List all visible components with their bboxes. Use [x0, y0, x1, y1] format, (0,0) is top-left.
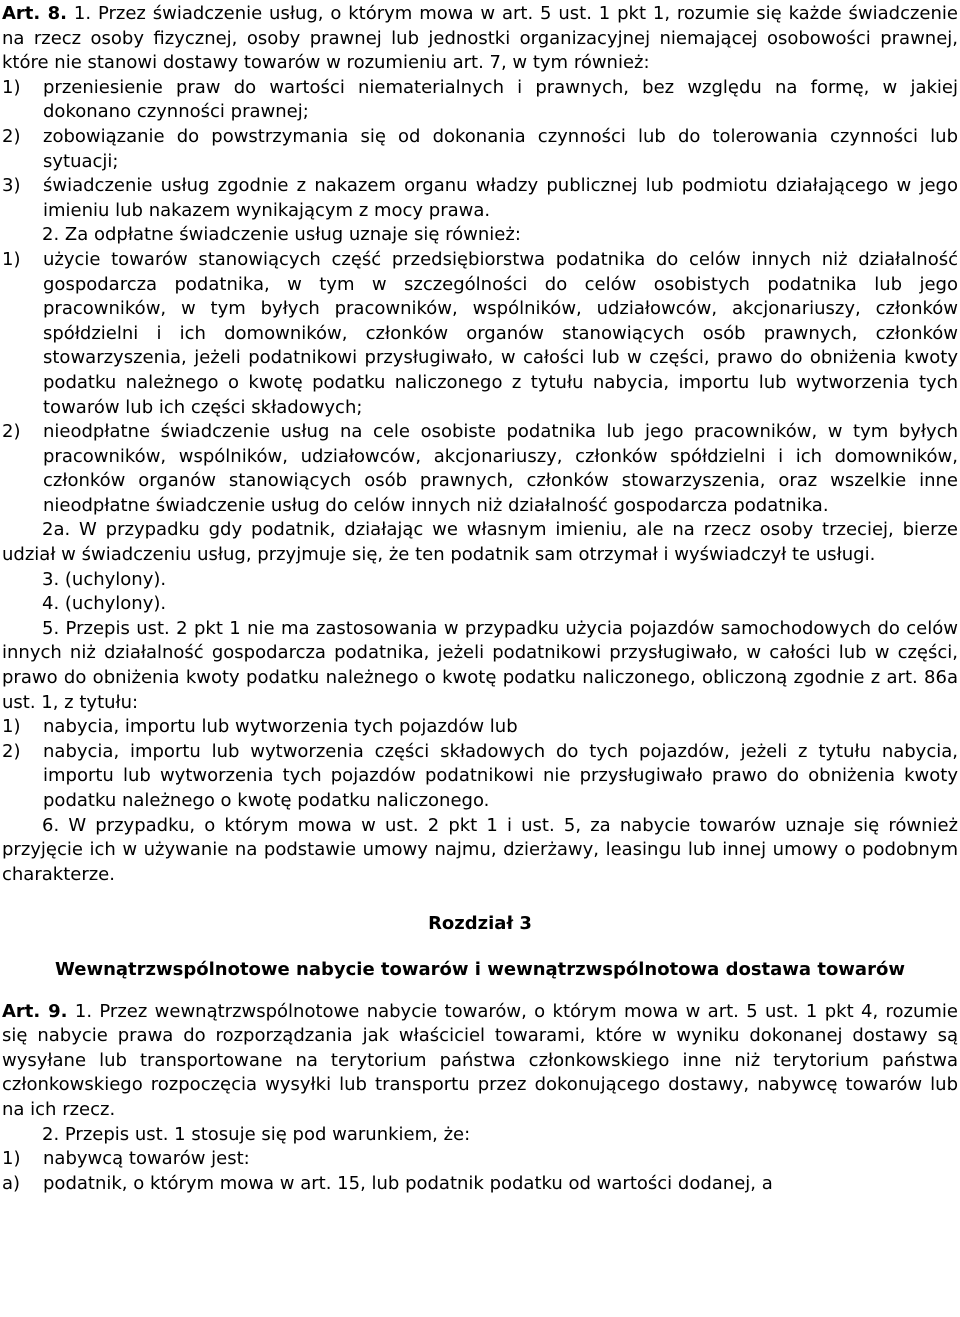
- list-item: [2, 76, 958, 125]
- sub-item-text: podatnik, o którym mowa w art. 15, lub podatnik podatku od wartości dodanej, a: [43, 1172, 773, 1194]
- item-text: nabycia, importu lub wytworzenia tych pojazdów lub: [43, 716, 518, 738]
- list-item: [2, 420, 958, 518]
- item-number: 3): [2, 175, 21, 197]
- list-item: [2, 740, 958, 814]
- art9-para-2: 2. Przepis ust. 1 stosuje się pod warunkiem, że:: [42, 1123, 471, 1145]
- art8-para-4: 4. (uchylony).: [42, 593, 167, 615]
- item-number: 2): [2, 421, 21, 443]
- chapter-number: Rozdział 3: [428, 913, 532, 935]
- item-text: zobowiązanie do powstrzymania się od dokonania czynności lub do tolerowania czynności lub sytuacji;: [43, 125, 958, 172]
- item-number: 1): [2, 248, 21, 270]
- item-text: nabywcą towarów jest:: [43, 1148, 250, 1170]
- list-item: [2, 1147, 958, 1172]
- item-number: 1): [2, 1148, 21, 1170]
- item-text: nieodpłatne świadczenie usług na cele osobiste podatnika lub jego pracowników, w tym byłych pracowników, wspólników, udziałowców, akcjonariuszy, członków spółdzielni i ich domowników, członków organów stanowiących osób prawnych, członków stowarzyszenia, oraz wszelkie inne nieodpłatne świadczenie usług do celów innych niż działalność gospodarcza podatnika.: [43, 421, 958, 516]
- item-text: użycie towarów stanowiących część przedsiębiorstwa podatnika do celów innych niż działalność gospodarcza podatnika, w tym w szczególności do celów osobistych podatnika lub jego pracowników, w tym byłych pracowników, wspólników, udziałowców, akcjonariuszy, członków spółdzielni i ich domowników, członków organów stanowiących osób prawnych, członków stowarzyszenia, jeżeli podatnikowi przysługiwało, w całości lub w części, prawo do obniżenia kwoty podatku należnego o kwotę podatku naliczonego z tytułu nabycia, importu lub wytworzenia tych towarów lub ich części składowych;: [43, 248, 958, 418]
- list-item: [2, 174, 958, 223]
- para-text: 1. Przez wewnątrzwspólnotowe nabycie towarów, o którym mowa w art. 5 ust. 1 pkt 4, rozumie się nabycie prawa do rozporządzania jak właściciel towarami, które w wyniku dokonanej dostawy są wysyłane lub transportowane na terytorium państwa członkowskiego inne niż terytorium państwa członkowskiego rozpoczęcia wysyłki lub transportu przez dokonującego dostawy, nabywcę towarów lub na ich rzecz.: [2, 1000, 958, 1120]
- item-number: 2): [2, 125, 21, 147]
- art8-para-6: 6. W przypadku, o którym mowa w ust. 2 pkt 1 i ust. 5, za nabycie towarów uznaje się również przyjęcie ich w używanie na podstawie umowy najmu, dzierżawy, leasingu lub innej umowy o podobnym charakterze.: [2, 814, 958, 885]
- art8-para-2a: 2a. W przypadku gdy podatnik, działając we własnym imieniu, ale na rzecz osoby trzeciej, bierze udział w świadczeniu usług, przyjmuje się, że ten podatnik sam otrzymał i wyświadczył te usługi.: [2, 519, 958, 566]
- item-text: przeniesienie praw do wartości niematerialnych i prawnych, bez względu na formę, w jakiej dokonano czynności prawnej;: [43, 76, 958, 123]
- list-item: [2, 715, 958, 740]
- para-text: 1. Przez świadczenie usług, o którym mowa w art. 5 ust. 1 pkt 1, rozumie się każde świadczenie na rzecz osoby fizycznej, osoby prawnej lub jednostki organizacyjnej niemającej osobowości prawnej, które nie stanowi dostawy towarów w rozumieniu art. 7, w tym również:: [2, 3, 958, 74]
- document-page: [2, 2, 958, 1196]
- article-label: Art. 9.: [2, 1000, 68, 1022]
- item-number: 1): [2, 716, 21, 738]
- art8-para-2: 2. Za odpłatne świadczenie usług uznaje się również:: [42, 224, 521, 246]
- item-number: 1): [2, 76, 21, 98]
- art8-para-1: [2, 2, 958, 76]
- list-item: [2, 125, 958, 174]
- item-text: świadczenie usług zgodnie z nakazem organu władzy publicznej lub podmiotu działającego w jego imieniu lub nakazem wynikającym z mocy prawa.: [43, 175, 958, 221]
- sub-item: [2, 1172, 958, 1197]
- item-number: 2): [2, 740, 21, 762]
- list-item: [2, 248, 958, 420]
- item-text: nabycia, importu lub wytworzenia części składowych do tych pojazdów, jeżeli z tytułu nabycia, importu lub wytworzenia tych pojazdów podatnikowi nie przysługiwało prawo do obniżenia kwoty podatku należnego o kwotę podatku naliczonego.: [43, 740, 958, 811]
- art8-para-5: 5. Przepis ust. 2 pkt 1 nie ma zastosowania w przypadku użycia pojazdów samochodowych do celów innych niż działalność gospodarcza podatnika, jeżeli podatnikowi przysługiwało, w całości lub w części, prawo do obniżenia kwoty podatku należnego o kwotę podatku naliczonego, obliczoną zgodnie z art. 86a ust. 1, z tytułu:: [2, 617, 958, 713]
- article-label: Art. 8.: [2, 3, 68, 24]
- art9-para-1: [2, 1000, 958, 1123]
- art8-para-3: 3. (uchylony).: [42, 568, 167, 590]
- chapter-title: Wewnątrzwspólnotowe nabycie towarów i wewnątrzwspólnotowa dostawa towarów: [55, 958, 905, 980]
- sub-item-letter: a): [2, 1172, 21, 1194]
